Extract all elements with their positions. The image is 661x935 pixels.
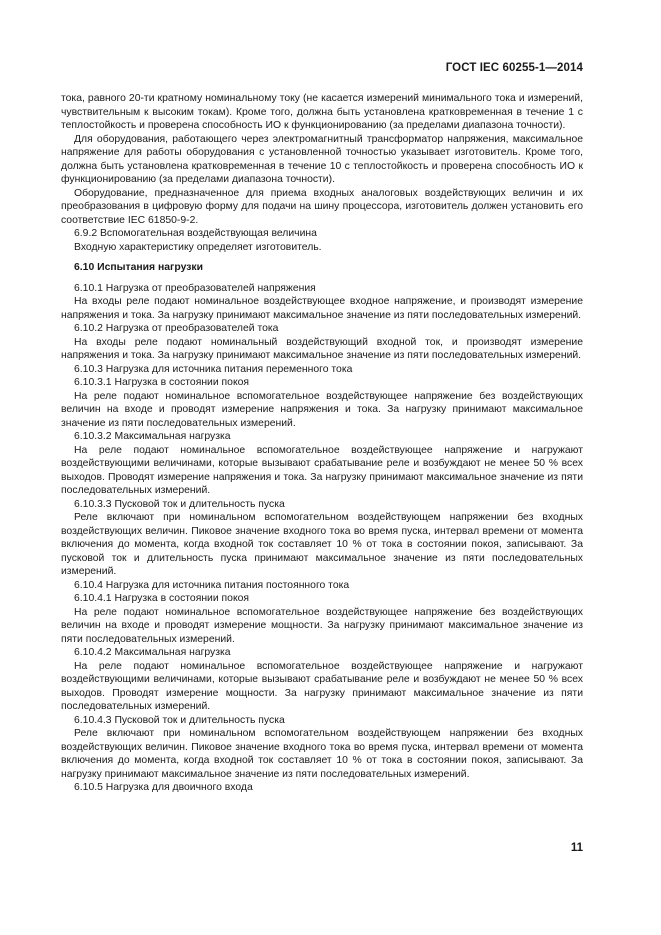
paragraph: На реле подают номинальное вспомогательное воздействующее напряжение и нагружают воздействующими величинами, которые вызывают срабатывание реле и возбуждают не менее 50 % всех выходов. Проводят измерение напряжения и тока. За нагрузку принимают максимальное значение из пяти последовательных измерений. [61,444,583,496]
paragraph: На входы реле подают номинальное воздействующее входное напряжение, и производят измерение напряжения и тока. За нагрузку принимают максимальное значение из пяти последовательных измерений. [61,296,583,321]
document-body [61,92,583,795]
section-heading-6-10: 6.10 Испытания нагрузки [74,262,203,273]
paragraph: На входы реле подают номинальный воздействующий входной ток, и производят измерение напряжения и тока. За нагрузку принимают максимальное значение из пяти последовательных измерений. [61,336,583,361]
clause-heading-6-10-3: 6.10.3 Нагрузка для источника питания переменного тока [74,363,353,375]
clause-heading-6-10-3-2: 6.10.3.2 Максимальная нагрузка [74,431,231,442]
clause-heading-6-10-3-1: 6.10.3.1 Нагрузка в состоянии покоя [74,377,250,388]
paragraph: На реле подают номинальное вспомогательное воздействующее напряжение без воздействующих величин на входе и проводят измерение напряжения и тока. За нагрузку принимают максимальное значение из пяти последовательных измерений. [61,390,583,429]
paragraph: Входную характеристику определяет изготовитель. [74,241,322,253]
clause-heading-6-10-4-3: 6.10.4.3 Пусковой ток и длительность пуска [74,714,285,726]
paragraph: На реле подают номинальное вспомогательное воздействующее напряжение и нагружают воздействующими величинами, которые вызывают срабатывание реле и возбуждают не менее 50 % всех выходов. Проводят измерение мощности. За нагрузку принимают максимальное значение из пяти последовательных измерений. [61,660,583,712]
clause-heading-6-10-1: 6.10.1 Нагрузка от преобразователей напряжения [74,282,316,294]
clause-heading-6-10-2: 6.10.2 Нагрузка от преобразователей тока [74,323,279,334]
paragraph-continuation: тока, равного 20-ти кратному номинальному току (не касается измерений минимального тока и измерений, чувствительным к высоким токам). Кроме того, должна быть установлена кратковременная в течение 1 с теплостойкость и проверена способность ИО к функционированию (за пределами диапазона точности). [61,93,583,131]
clause-heading-6-10-3-3: 6.10.3.3 Пусковой ток и длительность пуска [74,498,285,510]
clause-heading-6-9-2: 6.9.2 Вспомогательная воздействующая величина [74,228,317,239]
clause-heading-6-10-4: 6.10.4 Нагрузка для источника питания постоянного тока [74,579,350,591]
paragraph: Реле включают при номинальном вспомогательном воздействующем напряжении без входных воздействующих величин. Пиковое значение входного тока во время пуска, интервал времени от момента включения до момента, когда входной ток составляет 10 % от тока в состоянии покоя, записывают. За нагрузку принимают максимальное значение из пяти последовательных измерений. [61,728,583,780]
paragraph: На реле подают номинальное вспомогательное воздействующее напряжение без воздействующих величин на входе и проводят измерение мощности. За нагрузку принимают максимальное значение из пяти последовательных измерений. [61,606,583,645]
paragraph: Реле включают при номинальном вспомогательном воздействующем напряжении без входных воздействующих величин. Пиковое значение входного тока во время пуска, интервал времени от момента включения до момента, когда входной ток составляет 10 % от тока в состоянии покоя, записывают. За пусковой ток и длительность пуска принимают максимальное значение из пяти последовательных измерений. [61,512,583,577]
page-number: 11 [570,842,583,854]
paragraph: Для оборудования, работающего через электромагнитный трансформатор напряжения, максимальное напряжение для работы оборудования с установленной точностью указывает изготовитель. Кроме того, должна быть установлена кратковременная в течение 10 с теплостойкость и проверена способность ИО к функционированию (за пределами диапазона точности). [61,133,583,185]
clause-heading-6-10-4-1: 6.10.4.1 Нагрузка в состоянии покоя [74,593,250,604]
standard-header: ГОСТ IEC 60255-1—2014 [445,62,583,74]
paragraph: Оборудование, предназначенное для приема входных аналоговых воздействующих величин и их преобразования в цифровую форму для подачи на шину процессора, изготовитель должен установить его соответствие IEC 61850-9-2. [61,187,583,226]
clause-heading-6-10-5: 6.10.5 Нагрузка для двоичного входа [74,782,253,793]
clause-heading-6-10-4-2: 6.10.4.2 Максимальная нагрузка [74,647,231,658]
